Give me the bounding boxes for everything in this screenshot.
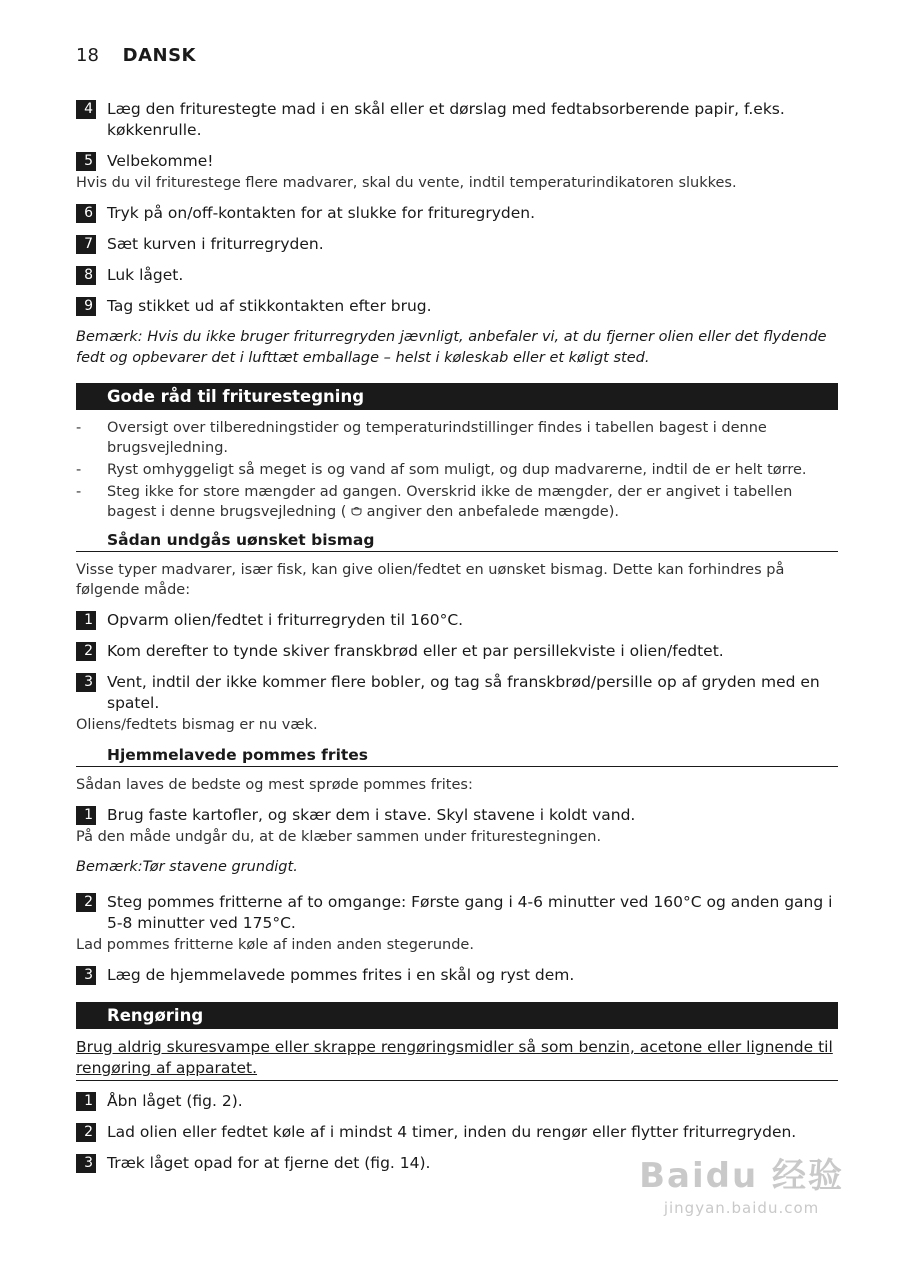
step-text: Læg den friturestegte mad i en skål eller et dørslag med fedtabsorberende papir, f.eks. køkkenrulle. [107,100,785,139]
watermark-logo: Baidu 经验 [639,1156,844,1196]
page-header [76,45,196,66]
step-number: 3 [76,673,96,692]
bullet-dash: - [76,484,82,500]
fries-intro: Sådan laves de bedste og mest sprøde pommes frites: [76,777,473,793]
fries-dry-note: Bemærk:Tør stavene grundigt. [76,859,298,875]
step-text: Brug faste kartofler, og skær dem i stave. Skyl stavene i koldt vand. [107,806,636,824]
step-text: Læg de hjemmelavede pommes frites i en skål og ryst dem. [107,966,575,984]
clean-step-2 [76,1122,838,1143]
step-text: Vent, indtil der ikke kommer flere bobler, og tag så franskbrød/persille op af gryden med en spatel. [107,673,820,712]
section-heading-tips: Gode råd til friturestegning [76,383,838,410]
taste-intro: Visse typer madvarer, især fisk, kan give olien/fedtet en uønsket bismag. Dette kan forhindres på følgende måde: [76,562,785,598]
tip-text: Oversigt over tilberedningstider og temperaturindstillinger findes i tabellen bagest i denne brugsvejledning. [107,420,767,456]
step-number: 2 [76,1123,96,1142]
step-number: 5 [76,152,96,171]
list-item [76,482,838,522]
step-5-note: Hvis du vil friturestege flere madvarer, skal du vente, indtil temperaturindikatoren slukkes. [76,175,737,191]
list-item [76,418,838,458]
step-number: 2 [76,642,96,661]
step-text: Åbn låget (fig. 2). [107,1092,243,1110]
taste-outro: Oliens/fedtets bismag er nu væk. [76,717,318,733]
baidu-watermark [639,1148,844,1217]
taste-step-2 [76,641,838,662]
pot-icon [351,502,362,522]
storage-note: Bemærk: Hvis du ikke bruger friturregryden jævnligt, anbefaler vi, at du fjerner olien eller det flydende fedt og opbevarer det i lufttæt emballage – helst i køleskab eller et køligt sted. [76,329,827,366]
taste-step-1 [76,610,838,631]
step-6 [76,203,838,224]
step-text: Tag stikket ud af stikkontakten efter brug. [107,297,432,315]
step-text: Træk låget opad for at fjerne det (fig. 14). [107,1154,431,1172]
step-number: 9 [76,297,96,316]
tip-text: Ryst omhyggeligt så meget is og vand af som muligt, og dup madvarerne, indtil de er helt tørre. [107,462,807,478]
fries-step-2 [76,892,838,934]
fries-step-2-note: Lad pommes fritterne køle af inden anden stegerunde. [76,937,474,953]
subsection-heading-fries: Hjemmelavede pommes frites [76,745,838,767]
clean-step-1 [76,1091,838,1112]
step-number: 2 [76,893,96,912]
tip-text-end: angiver den anbefalede mængde). [362,504,619,520]
document-body [76,99,838,1184]
step-number: 7 [76,235,96,254]
taste-step-3 [76,672,838,714]
step-9 [76,296,838,317]
step-8 [76,265,838,286]
step-4 [76,99,838,141]
list-item [76,460,838,480]
step-text: Sæt kurven i friturregryden. [107,235,324,253]
watermark-url: jingyan.baidu.com [663,1199,820,1217]
step-7 [76,234,838,255]
step-5 [76,151,838,172]
step-text: Velbekomme! [107,152,214,170]
step-text: Luk låget. [107,266,184,284]
subsection-heading-taste: Sådan undgås uønsket bismag [76,530,838,552]
step-number: 3 [76,966,96,985]
step-number: 1 [76,1092,96,1111]
step-number: 1 [76,806,96,825]
warning-text: Brug aldrig skuresvampe eller skrappe rengøringsmidler så som benzin, acetone eller lignende til rengøring af apparatet. [76,1038,833,1077]
tips-list [76,418,838,522]
cleaning-warning [76,1037,838,1081]
step-text: Lad olien eller fedtet køle af i mindst 4 timer, inden du rengør eller flytter friturregryden. [107,1123,797,1141]
bullet-dash: - [76,462,82,478]
step-number: 3 [76,1154,96,1173]
tip-text [107,482,838,522]
fries-step-1 [76,805,838,826]
fries-step-3 [76,965,838,986]
step-number: 8 [76,266,96,285]
page-number: 18 [76,45,99,66]
step-number: 1 [76,611,96,630]
fries-step-1-note: På den måde undgår du, at de klæber sammen under friturestegningen. [76,829,602,845]
language-title: DANSK [122,45,196,66]
section-heading-cleaning: Rengøring [76,1002,838,1029]
step-text: Opvarm olien/fedtet i friturregryden til 160°C. [107,611,464,629]
step-text: Steg pommes fritterne af to omgange: Første gang i 4-6 minutter ved 160°C og anden gang i 5-8 minutter ved 175°C. [107,893,833,932]
step-text: Tryk på on/off-kontakten for at slukke for frituregryden. [107,204,535,222]
bullet-dash: - [76,420,82,436]
step-number: 6 [76,204,96,223]
step-text: Kom derefter to tynde skiver franskbrød eller et par persillekviste i olien/fedtet. [107,642,724,660]
tip-text-start: Steg ikke for store mængder ad gangen. Overskrid ikke de mængder, der er angivet i tabellen bagest i denne brugsvejledning ( [107,484,793,520]
step-number: 4 [76,100,96,119]
